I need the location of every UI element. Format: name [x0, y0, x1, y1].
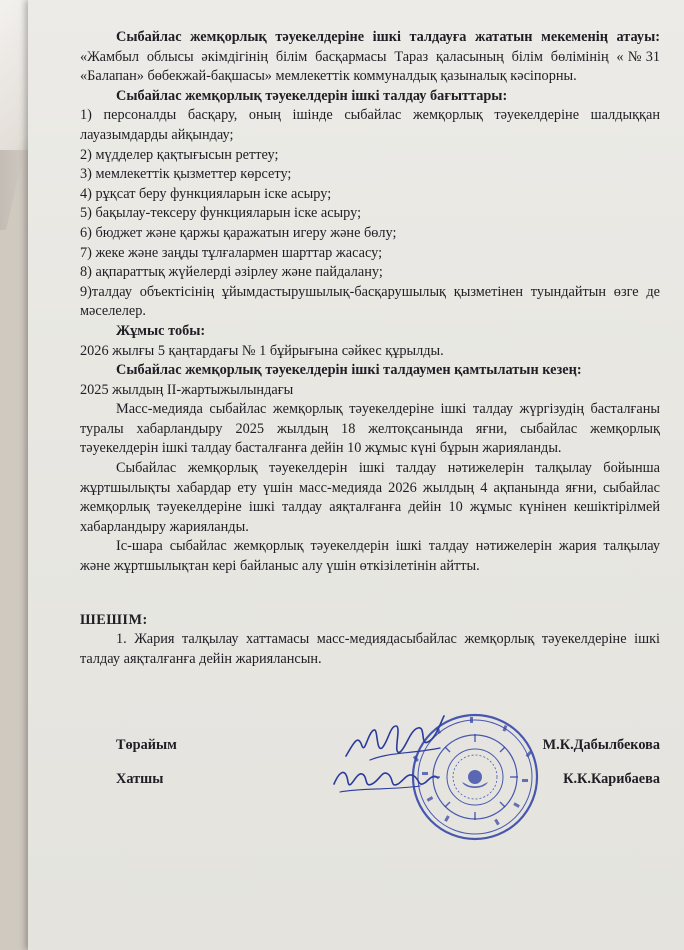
organization-paragraph	[80, 28, 660, 87]
public-notice-paragraph: Сыбайлас жемқорлық тәуекелдерін ішкі талдау нәтижелерін талқылау бойынша жұртшылықты хабардар ету үшін масс-медияда 2026 жылдың 4 ақпанында яғни, сыбайлас жемқорлық тәуекелдеріне ішкі талдау аяқталғанға дейін 10 жұмыс күнінен кешіктірілмей хабарландыру жарияланды.	[80, 460, 660, 535]
event-paragraph: Іс-шара сыбайлас жемқорлық тәуекелдерін ішкі талдау нәтижелерін жария талқылау және жұртшылықтан кері байланыс алу үшін өткізілетінін айтты.	[80, 538, 660, 575]
directions-title: Сыбайлас жемқорлық тәуекелдерін ішкі талдау бағыттары:	[116, 87, 508, 104]
period-title: Сыбайлас жемқорлық тәуекелдерін ішкі талдаумен қамтылатын кезең:	[116, 362, 582, 379]
secretary-role: Хатшы	[116, 771, 164, 787]
list-item: 3) мемлекеттік қызметтер көрсету;	[80, 166, 292, 183]
directions-list	[80, 106, 660, 322]
decision-item: 1. Жария талқылау хаттамасы масс-медиядасыбайлас жемқорлық тәуекелдеріне ішкі талдау аяқталғанға дейін жариялансын.	[80, 631, 660, 667]
decision-title: ШЕШІМ:	[80, 611, 148, 628]
announcement-paragraph: Масс-медияда сыбайлас жемқорлық тәуекелдеріне ішкі талдау жүргізудің басталғаны туралы хабарландыру 2025 жылдың 18 желтоқсанында яғни, сыбайлас жемқорлық тәуекелдерін ішкі талдау басталғанға дейін 10 жұмыс күні бұрын жарияланды.	[80, 401, 660, 457]
secretary-name: К.К.Карибаева	[563, 771, 660, 787]
list-item: 1) персоналды басқару, оның ішінде сыбайлас жемқорлық тәуекелдеріне шалдыққан лауазымдарды айқындау;	[80, 107, 660, 143]
organization-name: «Жамбыл облысы әкімдігінің білім басқармасы Тараз қаласының білім бөлімінің «№31 «Балапан» бөбекжай-бақшасы» мемлекеттік коммуналдық қазыналық кәсіпорны.	[80, 48, 660, 85]
chair-name: М.К.Дабылбекова	[542, 737, 660, 753]
official-stamp-seal	[410, 712, 540, 842]
period-text: 2025 жылдың ІІ-жартыжылындағы	[80, 381, 294, 398]
list-item: 5) бақылау-тексеру функцияларын іске асыру;	[80, 205, 362, 222]
list-item: 2) мүдделер қақтығысын реттеу;	[80, 146, 279, 163]
organization-label: Сыбайлас жемқорлық тәуекелдеріне ішкі талдауға жататын мекеменің атауы:	[116, 29, 660, 45]
list-item: 4) рұқсат беру функцияларын іске асыру;	[80, 185, 332, 202]
document-content	[80, 28, 660, 669]
working-group-text: 2026 жылғы 5 қаңтардағы № 1 бұйрығына сәйкес құрылды.	[80, 342, 444, 359]
list-item: 7) жеке және заңды тұлғалармен шарттар жасасу;	[80, 244, 383, 261]
list-item: 8) ақпараттық жүйелерді әзірлеу және пайдалану;	[80, 264, 383, 281]
working-group-title: Жұмыс тобы:	[116, 322, 206, 339]
list-item: 9)талдау объектісінің ұйымдастырушылық-басқарушылық қызметінен туындайтын өзге де мәселелер.	[80, 283, 660, 320]
list-item: 6) бюджет және қаржы қаражатын игеру және бөлу;	[80, 224, 397, 241]
chair-role: Төрайым	[116, 737, 177, 753]
